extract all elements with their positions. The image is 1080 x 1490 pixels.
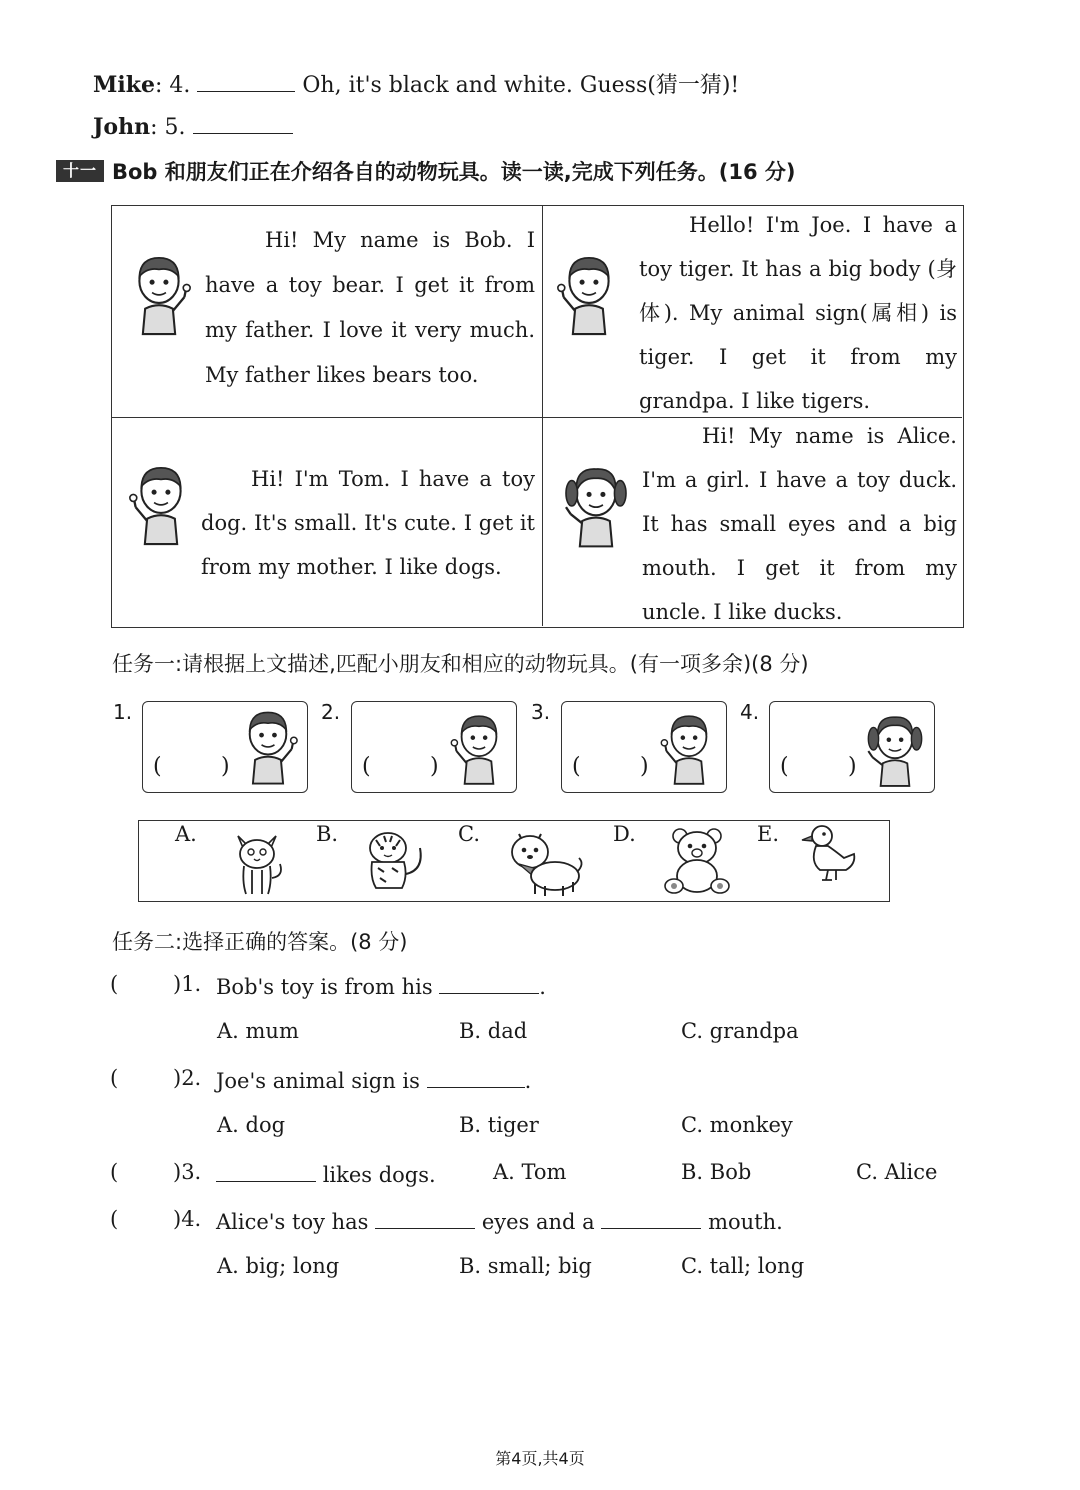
match-number-2: 2. bbox=[321, 700, 341, 724]
q4-blank-2 bbox=[601, 1207, 701, 1229]
bob-picture-small bbox=[235, 706, 301, 790]
tom-picture-small bbox=[658, 710, 720, 790]
match-answer-3[interactable] bbox=[586, 758, 636, 780]
match-answer-1[interactable] bbox=[167, 758, 217, 780]
john-number: 5. bbox=[164, 115, 186, 140]
match-answer-2[interactable] bbox=[376, 758, 426, 780]
paren-close: ) bbox=[640, 754, 649, 779]
match-box-4 bbox=[769, 701, 935, 793]
q3-number: )3. bbox=[173, 1160, 202, 1184]
q3-stem: likes dogs. bbox=[216, 1160, 436, 1187]
q3-answer-slot[interactable] bbox=[124, 1160, 170, 1188]
speaker-john: John bbox=[93, 114, 151, 140]
q4-stem: Alice's toy has eyes and a mouth. bbox=[216, 1207, 783, 1234]
answer-blank-4[interactable] bbox=[197, 70, 295, 92]
joe-passage: Hello! I'm Joe. I have a toy tiger. It has a big body (身体). My animal sign(属相) is tiger. I get it from my grandpa. I like tigers. bbox=[639, 213, 957, 413]
paren-close: ) bbox=[430, 754, 439, 779]
alice-picture bbox=[561, 461, 631, 551]
q2-stem: Joe's animal sign is . bbox=[216, 1066, 531, 1093]
q1-stem: Bob's toy is from his . bbox=[216, 972, 546, 999]
q3-option-b[interactable]: B. Bob bbox=[681, 1160, 752, 1184]
match-number-4: 4. bbox=[740, 700, 760, 724]
q4-option-b[interactable]: B. small; big bbox=[459, 1254, 592, 1278]
joe-picture-small bbox=[448, 710, 510, 790]
q3-option-a[interactable]: A. Tom bbox=[493, 1160, 567, 1184]
section-heading: Bob 和朋友们正在介绍各自的动物玩具。读一读,完成下列任务。(16 分) bbox=[112, 160, 796, 184]
joe-picture bbox=[554, 251, 624, 341]
answer-blank-5[interactable] bbox=[193, 112, 293, 134]
match-box-1 bbox=[142, 701, 308, 793]
q1-option-c[interactable]: C. grandpa bbox=[681, 1019, 799, 1043]
paren-close: ) bbox=[221, 754, 230, 779]
paren-open: ( bbox=[572, 754, 581, 779]
q4-number: )4. bbox=[173, 1207, 202, 1231]
cat-icon bbox=[226, 826, 288, 898]
paren-open: ( bbox=[362, 754, 371, 779]
q3-blank bbox=[216, 1160, 316, 1182]
q2-answer-slot[interactable] bbox=[124, 1066, 170, 1094]
q4-option-c[interactable]: C. tall; long bbox=[681, 1254, 805, 1278]
alice-picture-small bbox=[862, 710, 928, 790]
mike-line: Mike: 4. Oh, it's black and white. Guess(猜一猜)! bbox=[93, 72, 740, 98]
tiger-icon bbox=[362, 826, 430, 892]
tom-picture bbox=[126, 461, 196, 551]
section-number-badge: 十一 bbox=[56, 160, 104, 182]
paren-open: ( bbox=[153, 754, 162, 779]
q1-answer-slot[interactable] bbox=[124, 972, 170, 1000]
match-answer-4[interactable] bbox=[794, 758, 844, 780]
page-footer: 第4页,共4页 bbox=[495, 1449, 585, 1468]
task1-title: 任务一:请根据上文描述,匹配小朋友和相应的动物玩具。(有一项多余)(8 分) bbox=[112, 652, 809, 676]
alice-passage: Hi! My name is Alice. I'm a girl. I have a toy duck. It has small eyes and a big mouth. I get it from my uncle. I like ducks. bbox=[642, 424, 957, 624]
option-d-label: D. bbox=[613, 822, 636, 846]
john-line: John: 5. bbox=[93, 112, 293, 140]
tom-passage: Hi! I'm Tom. I have a toy dog. It's small. It's cute. I get it from my mother. I like dogs. bbox=[201, 467, 535, 579]
q2-option-b[interactable]: B. tiger bbox=[459, 1113, 539, 1137]
duck-icon bbox=[800, 820, 860, 886]
q4-answer-slot[interactable] bbox=[124, 1207, 170, 1235]
q1-paren: ( bbox=[110, 972, 119, 996]
match-number-1: 1. bbox=[113, 700, 133, 724]
grid-divider-vertical bbox=[542, 206, 543, 626]
option-e-label: E. bbox=[757, 822, 780, 846]
match-box-3 bbox=[561, 701, 727, 793]
q3-paren: ( bbox=[110, 1160, 119, 1184]
q1-option-a[interactable]: A. mum bbox=[217, 1019, 299, 1043]
option-b-label: B. bbox=[316, 822, 339, 846]
paren-open: ( bbox=[780, 754, 789, 779]
q2-paren: ( bbox=[110, 1066, 119, 1090]
option-c-label: C. bbox=[458, 822, 480, 846]
q3-option-c[interactable]: C. Alice bbox=[856, 1160, 938, 1184]
speaker-mike: Mike bbox=[93, 72, 155, 98]
match-box-2 bbox=[351, 701, 517, 793]
q2-blank bbox=[427, 1066, 525, 1088]
q4-option-a[interactable]: A. big; long bbox=[217, 1254, 340, 1278]
passage-grid bbox=[111, 205, 964, 628]
paren-close: ) bbox=[848, 754, 857, 779]
option-a-label: A. bbox=[175, 822, 197, 846]
q2-option-c[interactable]: C. monkey bbox=[681, 1113, 793, 1137]
q1-blank bbox=[439, 972, 539, 994]
q4-blank-1 bbox=[375, 1207, 475, 1229]
bob-passage: Hi! My name is Bob. I have a toy bear. I get it from my father. I love it very much. My father likes bears too. bbox=[205, 228, 535, 387]
task2-title: 任务二:选择正确的答案。(8 分) bbox=[112, 930, 408, 954]
dog-icon bbox=[505, 826, 585, 898]
mike-number: 4. bbox=[169, 73, 191, 98]
q2-option-a[interactable]: A. dog bbox=[217, 1113, 286, 1137]
bear-icon bbox=[660, 826, 734, 896]
match-number-3: 3. bbox=[531, 700, 551, 724]
q1-number: )1. bbox=[173, 972, 202, 996]
q2-number: )2. bbox=[173, 1066, 202, 1090]
mike-text: Oh, it's black and white. Guess(猜一猜)! bbox=[302, 73, 740, 98]
q1-option-b[interactable]: B. dad bbox=[459, 1019, 528, 1043]
bob-picture bbox=[124, 251, 194, 341]
q4-paren: ( bbox=[110, 1207, 119, 1231]
